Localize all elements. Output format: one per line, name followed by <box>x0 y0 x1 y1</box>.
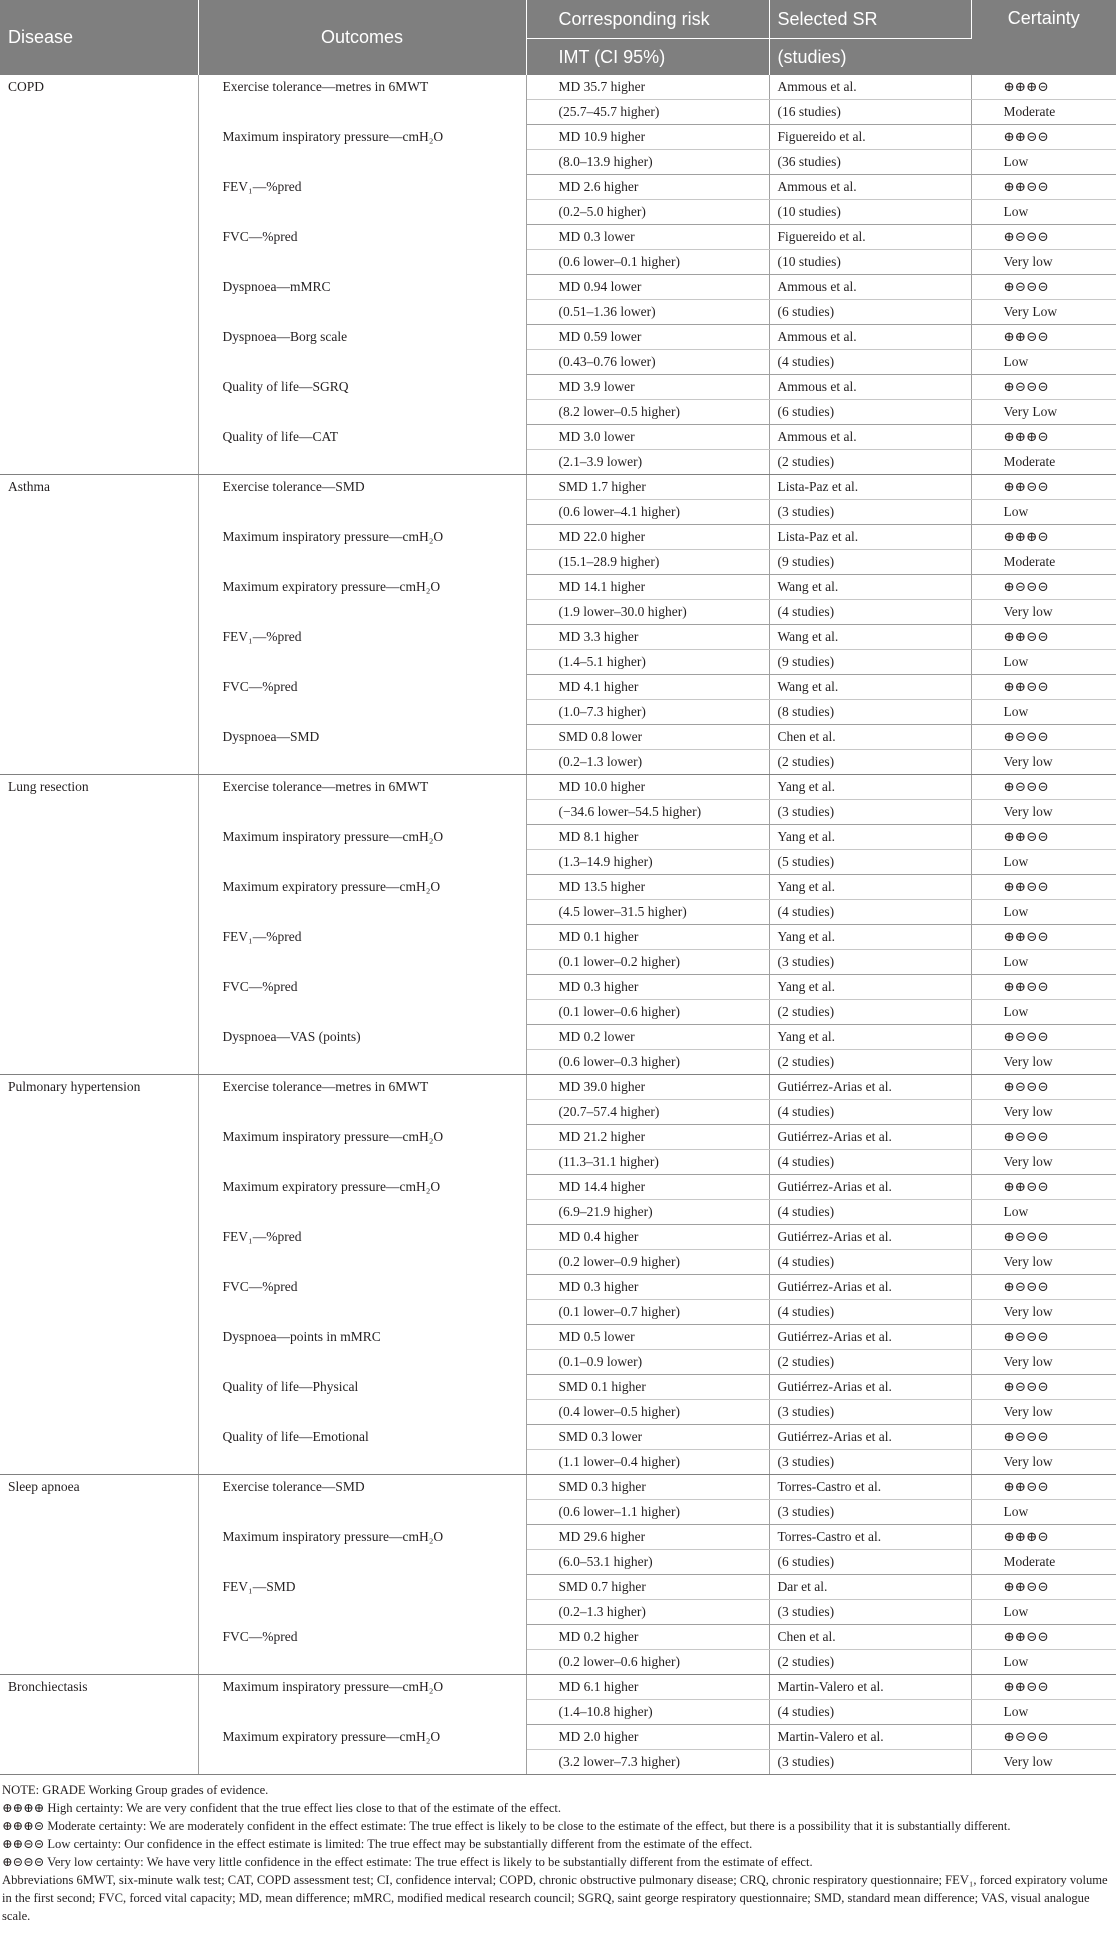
confidence-interval-cell: (0.4 lower–0.5 higher) <box>526 1400 769 1425</box>
study-count-cell: (10 studies) <box>769 200 971 225</box>
disease-cell: Bronchiectasis <box>0 1675 198 1775</box>
selected-sr-cell: Yang et al. <box>769 875 971 900</box>
certainty-level-cell: Very low <box>971 1250 1116 1275</box>
selected-sr-cell: Lista-Paz et al. <box>769 525 971 550</box>
note-line: Abbreviations 6MWT, six-minute walk test; CAT, COPD assessment test; CI, confidence interval; COPD, chronic obstructive pulmonary disease; CRQ, chronic respiratory questionnaire; FEV₁, forced expiratory volume in the first second; FVC, forced vital capacity; MD, mean difference; mMRC, modified medical research council; SGRQ, saint george respiratory questionnaire; SMD, standard mean difference; VAS, visual analogue scale. <box>2 1873 1108 1923</box>
outcome-cell: Quality of life—CAT <box>198 425 526 475</box>
effect-estimate-cell: MD 0.59 lower <box>526 325 769 350</box>
study-count-cell: (36 studies) <box>769 150 971 175</box>
selected-sr-cell: Gutiérrez-Arias et al. <box>769 1125 971 1150</box>
selected-sr-cell: Wang et al. <box>769 675 971 700</box>
table-row <box>0 1675 1116 1700</box>
study-count-cell: (3 studies) <box>769 1400 971 1425</box>
certainty-symbols-cell: ⊕⊕⊝⊝ <box>971 975 1116 1000</box>
study-count-cell: (9 studies) <box>769 550 971 575</box>
certainty-symbols-cell: ⊕⊕⊝⊝ <box>971 1625 1116 1650</box>
study-count-cell: (4 studies) <box>769 900 971 925</box>
header-outcomes: Outcomes <box>198 0 526 75</box>
certainty-symbols-cell: ⊕⊕⊝⊝ <box>971 325 1116 350</box>
effect-estimate-cell: MD 2.6 higher <box>526 175 769 200</box>
confidence-interval-cell: (3.2 lower–7.3 higher) <box>526 1750 769 1775</box>
certainty-level-cell: Low <box>971 900 1116 925</box>
certainty-symbols-cell: ⊕⊕⊝⊝ <box>971 1675 1116 1700</box>
study-count-cell: (3 studies) <box>769 1450 971 1475</box>
selected-sr-cell: Chen et al. <box>769 1625 971 1650</box>
selected-sr-cell: Yang et al. <box>769 825 971 850</box>
selected-sr-cell: Martin-Valero et al. <box>769 1725 971 1750</box>
certainty-level-cell: Very Low <box>971 400 1116 425</box>
outcome-cell: Maximum inspiratory pressure—cmH₂O <box>198 1525 526 1575</box>
confidence-interval-cell: (11.3–31.1 higher) <box>526 1150 769 1175</box>
effect-estimate-cell: MD 3.0 lower <box>526 425 769 450</box>
certainty-symbols-cell: ⊕⊝⊝⊝ <box>971 375 1116 400</box>
study-count-cell: (2 studies) <box>769 750 971 775</box>
effect-estimate-cell: MD 22.0 higher <box>526 525 769 550</box>
header-certainty: Certainty <box>971 0 1116 75</box>
selected-sr-cell: Yang et al. <box>769 975 971 1000</box>
table-row <box>0 1475 1116 1500</box>
certainty-symbols-cell: ⊕⊝⊝⊝ <box>971 1375 1116 1400</box>
outcome-cell: Exercise tolerance—SMD <box>198 475 526 525</box>
outcome-cell: Maximum inspiratory pressure—cmH₂O <box>198 825 526 875</box>
confidence-interval-cell: (20.7–57.4 higher) <box>526 1100 769 1125</box>
effect-estimate-cell: MD 0.4 higher <box>526 1225 769 1250</box>
selected-sr-cell: Ammous et al. <box>769 175 971 200</box>
disease-cell: Asthma <box>0 475 198 775</box>
outcome-cell: Maximum inspiratory pressure—cmH₂O <box>198 125 526 175</box>
certainty-level-cell: Very low <box>971 750 1116 775</box>
outcome-cell: Dyspnoea—Borg scale <box>198 325 526 375</box>
selected-sr-cell: Gutiérrez-Arias et al. <box>769 1225 971 1250</box>
confidence-interval-cell: (0.2 lower–0.9 higher) <box>526 1250 769 1275</box>
outcome-cell: FEV₁—%pred <box>198 625 526 675</box>
outcome-cell: Exercise tolerance—metres in 6MWT <box>198 775 526 825</box>
effect-estimate-cell: SMD 0.3 lower <box>526 1425 769 1450</box>
outcome-cell: FVC—%pred <box>198 675 526 725</box>
note-line: ⊕⊕⊕⊕ High certainty: We are very confident that the true effect lies close to that of the estimate of the effect. <box>2 1801 562 1815</box>
effect-estimate-cell: MD 10.0 higher <box>526 775 769 800</box>
certainty-level-cell: Very low <box>971 250 1116 275</box>
study-count-cell: (3 studies) <box>769 1750 971 1775</box>
certainty-symbols-cell: ⊕⊕⊝⊝ <box>971 475 1116 500</box>
selected-sr-cell: Yang et al. <box>769 775 971 800</box>
header-corresponding-risk: Corresponding risk <box>526 0 769 39</box>
certainty-symbols-cell: ⊕⊝⊝⊝ <box>971 1225 1116 1250</box>
study-count-cell: (3 studies) <box>769 1500 971 1525</box>
outcome-cell: FVC—%pred <box>198 1625 526 1675</box>
certainty-symbols-cell: ⊕⊕⊝⊝ <box>971 175 1116 200</box>
certainty-level-cell: Low <box>971 850 1116 875</box>
study-count-cell: (4 studies) <box>769 600 971 625</box>
selected-sr-cell: Gutiérrez-Arias et al. <box>769 1075 971 1100</box>
study-count-cell: (4 studies) <box>769 350 971 375</box>
confidence-interval-cell: (15.1–28.9 higher) <box>526 550 769 575</box>
confidence-interval-cell: (0.6 lower–4.1 higher) <box>526 500 769 525</box>
outcome-cell: FVC—%pred <box>198 975 526 1025</box>
selected-sr-cell: Chen et al. <box>769 725 971 750</box>
certainty-symbols-cell: ⊕⊝⊝⊝ <box>971 1725 1116 1750</box>
study-count-cell: (2 studies) <box>769 1000 971 1025</box>
effect-estimate-cell: SMD 0.7 higher <box>526 1575 769 1600</box>
confidence-interval-cell: (0.2 lower–0.6 higher) <box>526 1650 769 1675</box>
selected-sr-cell: Ammous et al. <box>769 375 971 400</box>
confidence-interval-cell: (0.1 lower–0.2 higher) <box>526 950 769 975</box>
certainty-level-cell: Moderate <box>971 450 1116 475</box>
certainty-level-cell: Low <box>971 700 1116 725</box>
outcome-cell: Dyspnoea—SMD <box>198 725 526 775</box>
certainty-level-cell: Low <box>971 200 1116 225</box>
confidence-interval-cell: (1.1 lower–0.4 higher) <box>526 1450 769 1475</box>
effect-estimate-cell: MD 0.1 higher <box>526 925 769 950</box>
study-count-cell: (6 studies) <box>769 300 971 325</box>
disease-cell: Pulmonary hypertension <box>0 1075 198 1475</box>
effect-estimate-cell: MD 0.3 lower <box>526 225 769 250</box>
certainty-symbols-cell: ⊕⊝⊝⊝ <box>971 1075 1116 1100</box>
outcome-cell: Quality of life—Physical <box>198 1375 526 1425</box>
certainty-symbols-cell: ⊕⊕⊝⊝ <box>971 125 1116 150</box>
header-selected-sr: Selected SR <box>769 0 971 39</box>
confidence-interval-cell: (4.5 lower–31.5 higher) <box>526 900 769 925</box>
effect-estimate-cell: MD 4.1 higher <box>526 675 769 700</box>
table-header-row <box>0 0 1116 39</box>
outcome-cell: Maximum inspiratory pressure—cmH₂O <box>198 525 526 575</box>
selected-sr-cell: Ammous et al. <box>769 75 971 100</box>
certainty-symbols-cell: ⊕⊕⊕⊝ <box>971 525 1116 550</box>
study-count-cell: (3 studies) <box>769 800 971 825</box>
confidence-interval-cell: (0.2–1.3 higher) <box>526 1600 769 1625</box>
certainty-symbols-cell: ⊕⊕⊝⊝ <box>971 925 1116 950</box>
certainty-level-cell: Low <box>971 950 1116 975</box>
selected-sr-cell: Yang et al. <box>769 1025 971 1050</box>
outcome-cell: FVC—%pred <box>198 1275 526 1325</box>
effect-estimate-cell: MD 14.1 higher <box>526 575 769 600</box>
study-count-cell: (9 studies) <box>769 650 971 675</box>
outcome-cell: Exercise tolerance—metres in 6MWT <box>198 1075 526 1125</box>
outcome-cell: Maximum inspiratory pressure—cmH₂O <box>198 1125 526 1175</box>
outcome-cell: Dyspnoea—VAS (points) <box>198 1025 526 1075</box>
selected-sr-cell: Wang et al. <box>769 625 971 650</box>
effect-estimate-cell: MD 13.5 higher <box>526 875 769 900</box>
study-count-cell: (2 studies) <box>769 1350 971 1375</box>
confidence-interval-cell: (25.7–45.7 higher) <box>526 100 769 125</box>
note-line: ⊕⊝⊝⊝ Very low certainty: We have very little confidence in the effect estimate: The true effect is likely to be substantially different from the estimate of effect. <box>2 1855 813 1869</box>
outcome-cell: Exercise tolerance—SMD <box>198 1475 526 1525</box>
certainty-level-cell: Low <box>971 650 1116 675</box>
certainty-level-cell: Low <box>971 500 1116 525</box>
certainty-symbols-cell: ⊕⊕⊕⊝ <box>971 425 1116 450</box>
selected-sr-cell: Ammous et al. <box>769 425 971 450</box>
certainty-level-cell: Very low <box>971 1300 1116 1325</box>
certainty-symbols-cell: ⊕⊕⊝⊝ <box>971 1175 1116 1200</box>
selected-sr-cell: Gutiérrez-Arias et al. <box>769 1375 971 1400</box>
selected-sr-cell: Gutiérrez-Arias et al. <box>769 1325 971 1350</box>
study-count-cell: (6 studies) <box>769 400 971 425</box>
outcome-cell: FVC—%pred <box>198 225 526 275</box>
selected-sr-cell: Figuereido et al. <box>769 125 971 150</box>
table-body <box>0 75 1116 1775</box>
certainty-level-cell: Very low <box>971 1400 1116 1425</box>
certainty-symbols-cell: ⊕⊕⊕⊝ <box>971 75 1116 100</box>
confidence-interval-cell: (2.1–3.9 lower) <box>526 450 769 475</box>
outcome-cell: Dyspnoea—mMRC <box>198 275 526 325</box>
outcome-cell: Quality of life—Emotional <box>198 1425 526 1475</box>
outcome-cell: Quality of life—SGRQ <box>198 375 526 425</box>
outcome-cell: Maximum expiratory pressure—cmH₂O <box>198 1725 526 1775</box>
confidence-interval-cell: (1.3–14.9 higher) <box>526 850 769 875</box>
certainty-level-cell: Very low <box>971 600 1116 625</box>
certainty-level-cell: Low <box>971 1500 1116 1525</box>
certainty-symbols-cell: ⊕⊕⊝⊝ <box>971 875 1116 900</box>
certainty-symbols-cell: ⊕⊕⊕⊝ <box>971 1525 1116 1550</box>
note-line: ⊕⊕⊕⊝ Moderate certainty: We are moderately confident in the effect estimate: The true effect is likely to be close to the estimate of the effect, but there is a possibility that it is substantially different. <box>2 1819 1011 1833</box>
confidence-interval-cell: (0.2–1.3 lower) <box>526 750 769 775</box>
confidence-interval-cell: (−34.6 lower–54.5 higher) <box>526 800 769 825</box>
selected-sr-cell: Dar et al. <box>769 1575 971 1600</box>
disease-cell: Sleep apnoea <box>0 1475 198 1675</box>
outcome-cell: FEV₁—%pred <box>198 175 526 225</box>
certainty-symbols-cell: ⊕⊕⊝⊝ <box>971 675 1116 700</box>
selected-sr-cell: Gutiérrez-Arias et al. <box>769 1175 971 1200</box>
outcome-cell: Exercise tolerance—metres in 6MWT <box>198 75 526 125</box>
effect-estimate-cell: MD 0.2 higher <box>526 1625 769 1650</box>
disease-cell: COPD <box>0 75 198 475</box>
certainty-symbols-cell: ⊕⊕⊝⊝ <box>971 1475 1116 1500</box>
effect-estimate-cell: SMD 1.7 higher <box>526 475 769 500</box>
study-count-cell: (4 studies) <box>769 1700 971 1725</box>
outcome-cell: Maximum expiratory pressure—cmH₂O <box>198 575 526 625</box>
effect-estimate-cell: MD 29.6 higher <box>526 1525 769 1550</box>
certainty-level-cell: Low <box>971 1650 1116 1675</box>
confidence-interval-cell: (0.51–1.36 lower) <box>526 300 769 325</box>
effect-estimate-cell: MD 3.3 higher <box>526 625 769 650</box>
study-count-cell: (8 studies) <box>769 700 971 725</box>
confidence-interval-cell: (1.4–5.1 higher) <box>526 650 769 675</box>
study-count-cell: (3 studies) <box>769 1600 971 1625</box>
certainty-level-cell: Very low <box>971 1100 1116 1125</box>
study-count-cell: (6 studies) <box>769 1550 971 1575</box>
study-count-cell: (4 studies) <box>769 1300 971 1325</box>
certainty-symbols-cell: ⊕⊕⊝⊝ <box>971 825 1116 850</box>
study-count-cell: (2 studies) <box>769 1050 971 1075</box>
selected-sr-cell: Ammous et al. <box>769 275 971 300</box>
effect-estimate-cell: MD 0.3 higher <box>526 1275 769 1300</box>
outcome-cell: FEV₁—%pred <box>198 925 526 975</box>
note-line: ⊕⊕⊝⊝ Low certainty: Our confidence in the effect estimate is limited: The true effect may be substantially different from the estimate of the effect. <box>2 1837 753 1851</box>
note-line: NOTE: GRADE Working Group grades of evidence. <box>2 1783 269 1797</box>
effect-estimate-cell: MD 0.3 higher <box>526 975 769 1000</box>
study-count-cell: (4 studies) <box>769 1200 971 1225</box>
confidence-interval-cell: (6.9–21.9 higher) <box>526 1200 769 1225</box>
effect-estimate-cell: MD 14.4 higher <box>526 1175 769 1200</box>
effect-estimate-cell: MD 6.1 higher <box>526 1675 769 1700</box>
confidence-interval-cell: (0.6 lower–0.3 higher) <box>526 1050 769 1075</box>
certainty-symbols-cell: ⊕⊝⊝⊝ <box>971 225 1116 250</box>
study-count-cell: (10 studies) <box>769 250 971 275</box>
selected-sr-cell: Yang et al. <box>769 925 971 950</box>
confidence-interval-cell: (1.4–10.8 higher) <box>526 1700 769 1725</box>
certainty-symbols-cell: ⊕⊝⊝⊝ <box>971 1025 1116 1050</box>
certainty-level-cell: Low <box>971 150 1116 175</box>
certainty-symbols-cell: ⊕⊝⊝⊝ <box>971 775 1116 800</box>
effect-estimate-cell: MD 39.0 higher <box>526 1075 769 1100</box>
certainty-level-cell: Very low <box>971 800 1116 825</box>
selected-sr-cell: Torres-Castro et al. <box>769 1475 971 1500</box>
selected-sr-cell: Gutiérrez-Arias et al. <box>769 1425 971 1450</box>
selected-sr-cell: Figuereido et al. <box>769 225 971 250</box>
selected-sr-cell: Torres-Castro et al. <box>769 1525 971 1550</box>
confidence-interval-cell: (8.2 lower–0.5 higher) <box>526 400 769 425</box>
certainty-symbols-cell: ⊕⊝⊝⊝ <box>971 1125 1116 1150</box>
study-count-cell: (5 studies) <box>769 850 971 875</box>
header-disease: Disease <box>0 0 198 75</box>
confidence-interval-cell: (1.0–7.3 higher) <box>526 700 769 725</box>
confidence-interval-cell: (0.43–0.76 lower) <box>526 350 769 375</box>
disease-cell: Lung resection <box>0 775 198 1075</box>
effect-estimate-cell: MD 10.9 higher <box>526 125 769 150</box>
selected-sr-cell: Martin-Valero et al. <box>769 1675 971 1700</box>
certainty-level-cell: Low <box>971 1600 1116 1625</box>
effect-estimate-cell: MD 8.1 higher <box>526 825 769 850</box>
selected-sr-cell: Lista-Paz et al. <box>769 475 971 500</box>
certainty-level-cell: Moderate <box>971 550 1116 575</box>
effect-estimate-cell: MD 0.5 lower <box>526 1325 769 1350</box>
header-imt: IMT (CI 95%) <box>526 39 769 76</box>
certainty-level-cell: Very low <box>971 1750 1116 1775</box>
outcome-cell: Maximum expiratory pressure—cmH₂O <box>198 1175 526 1225</box>
certainty-level-cell: Very Low <box>971 300 1116 325</box>
selected-sr-cell: Gutiérrez-Arias et al. <box>769 1275 971 1300</box>
confidence-interval-cell: (1.9 lower–30.0 higher) <box>526 600 769 625</box>
study-count-cell: (4 studies) <box>769 1150 971 1175</box>
certainty-level-cell: Moderate <box>971 100 1116 125</box>
effect-estimate-cell: MD 0.94 lower <box>526 275 769 300</box>
effect-estimate-cell: MD 3.9 lower <box>526 375 769 400</box>
study-count-cell: (2 studies) <box>769 1650 971 1675</box>
certainty-level-cell: Low <box>971 1000 1116 1025</box>
confidence-interval-cell: (0.1–0.9 lower) <box>526 1350 769 1375</box>
certainty-level-cell: Very low <box>971 1350 1116 1375</box>
study-count-cell: (3 studies) <box>769 950 971 975</box>
outcome-cell: Maximum inspiratory pressure—cmH₂O <box>198 1675 526 1725</box>
certainty-symbols-cell: ⊕⊝⊝⊝ <box>971 1275 1116 1300</box>
effect-estimate-cell: MD 35.7 higher <box>526 75 769 100</box>
effect-estimate-cell: SMD 0.3 higher <box>526 1475 769 1500</box>
outcome-cell: Dyspnoea—points in mMRC <box>198 1325 526 1375</box>
certainty-symbols-cell: ⊕⊝⊝⊝ <box>971 1325 1116 1350</box>
confidence-interval-cell: (6.0–53.1 higher) <box>526 1550 769 1575</box>
confidence-interval-cell: (0.6 lower–0.1 higher) <box>526 250 769 275</box>
certainty-symbols-cell: ⊕⊝⊝⊝ <box>971 275 1116 300</box>
study-count-cell: (2 studies) <box>769 450 971 475</box>
outcome-cell: FEV₁—SMD <box>198 1575 526 1625</box>
table-row <box>0 1075 1116 1100</box>
effect-estimate-cell: SMD 0.8 lower <box>526 725 769 750</box>
certainty-symbols-cell: ⊕⊕⊝⊝ <box>971 1575 1116 1600</box>
table-row <box>0 775 1116 800</box>
table-notes <box>0 1775 1114 1925</box>
study-count-cell: (4 studies) <box>769 1100 971 1125</box>
certainty-level-cell: Very low <box>971 1450 1116 1475</box>
study-count-cell: (4 studies) <box>769 1250 971 1275</box>
confidence-interval-cell: (0.1 lower–0.7 higher) <box>526 1300 769 1325</box>
confidence-interval-cell: (0.1 lower–0.6 higher) <box>526 1000 769 1025</box>
certainty-symbols-cell: ⊕⊝⊝⊝ <box>971 575 1116 600</box>
effect-estimate-cell: SMD 0.1 higher <box>526 1375 769 1400</box>
selected-sr-cell: Ammous et al. <box>769 325 971 350</box>
certainty-symbols-cell: ⊕⊝⊝⊝ <box>971 1425 1116 1450</box>
certainty-level-cell: Very low <box>971 1050 1116 1075</box>
study-count-cell: (16 studies) <box>769 100 971 125</box>
table-row <box>0 475 1116 500</box>
confidence-interval-cell: (8.0–13.9 higher) <box>526 150 769 175</box>
certainty-level-cell: Low <box>971 1200 1116 1225</box>
selected-sr-cell: Wang et al. <box>769 575 971 600</box>
effect-estimate-cell: MD 0.2 lower <box>526 1025 769 1050</box>
certainty-symbols-cell: ⊕⊕⊝⊝ <box>971 625 1116 650</box>
certainty-symbols-cell: ⊕⊝⊝⊝ <box>971 725 1116 750</box>
certainty-level-cell: Low <box>971 350 1116 375</box>
confidence-interval-cell: (0.2–5.0 higher) <box>526 200 769 225</box>
study-count-cell: (3 studies) <box>769 500 971 525</box>
certainty-level-cell: Moderate <box>971 1550 1116 1575</box>
confidence-interval-cell: (0.6 lower–1.1 higher) <box>526 1500 769 1525</box>
table-row <box>0 75 1116 100</box>
outcome-cell: FEV₁—%pred <box>198 1225 526 1275</box>
effect-estimate-cell: MD 21.2 higher <box>526 1125 769 1150</box>
certainty-level-cell: Low <box>971 1700 1116 1725</box>
effect-estimate-cell: MD 2.0 higher <box>526 1725 769 1750</box>
certainty-level-cell: Very low <box>971 1150 1116 1175</box>
header-studies: (studies) <box>769 39 971 76</box>
outcome-cell: Maximum expiratory pressure—cmH₂O <box>198 875 526 925</box>
